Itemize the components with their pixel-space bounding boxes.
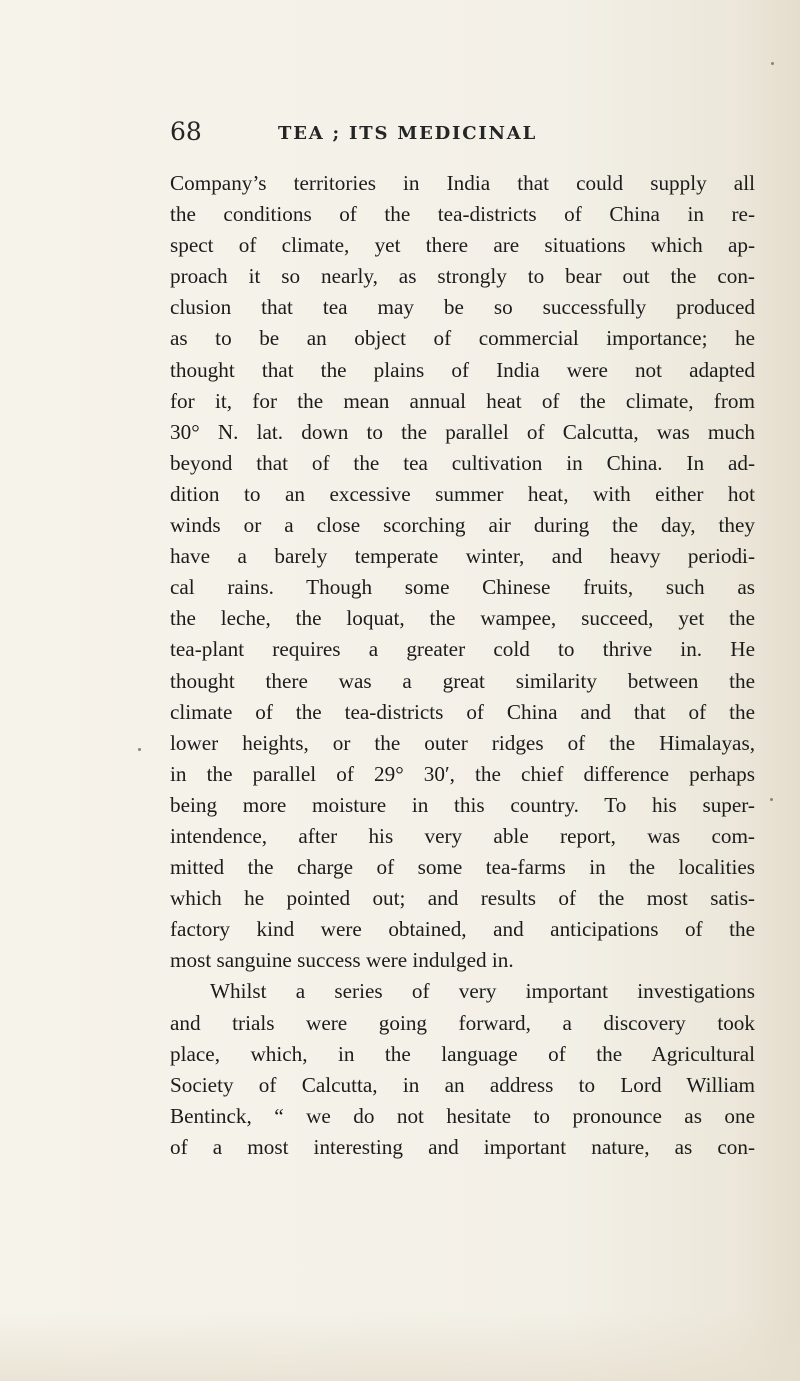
text-line: cal rains. Though some Chinese fruits, such as	[170, 575, 755, 600]
text-line: winds or a close scorching air during the day, they	[170, 513, 755, 538]
text-line: the leche, the loquat, the wampee, succeed, yet the	[170, 606, 755, 631]
text-line: factory kind were obtained, and anticipations of the	[170, 917, 755, 942]
text-line: being more moisture in this country. To his super-	[170, 792, 755, 817]
body-text	[170, 168, 755, 1163]
text-line: as to be an object of commercial importance; he	[170, 326, 755, 351]
paragraph-first-line: Whilst a series of very important investigations	[210, 979, 755, 1004]
text-line: Society of Calcutta, in an address to Lord William	[170, 1072, 755, 1097]
text-line: intendence, after his very able report, was com-	[170, 823, 755, 848]
running-title: TEA ; ITS MEDICINAL	[278, 123, 538, 144]
text-line: 30° N. lat. down to the parallel of Calcutta, was much	[170, 419, 755, 444]
text-line: which he pointed out; and results of the most satis-	[170, 886, 755, 911]
paper-speck	[771, 62, 774, 65]
text-line: Bentinck, “ we do not hesitate to pronounce as one	[170, 1103, 755, 1128]
text-line: have a barely temperate winter, and heavy periodi-	[170, 544, 755, 569]
text-line: in the parallel of 29° 30′, the chief difference perhaps	[170, 761, 755, 786]
paper-speck	[138, 748, 141, 751]
text-line: the conditions of the tea-districts of China in re-	[170, 202, 755, 227]
text-line: climate of the tea-districts of China and that of the	[170, 699, 755, 724]
text-line: beyond that of the tea cultivation in China. In ad-	[170, 450, 755, 475]
text-line: thought that the plains of India were not adapted	[170, 357, 755, 382]
text-line: dition to an excessive summer heat, with either hot	[170, 481, 755, 506]
page-header	[170, 118, 760, 148]
text-line: lower heights, or the outer ridges of the Himalayas,	[170, 730, 755, 755]
text-line: spect of climate, yet there are situations which ap-	[170, 233, 755, 258]
text-line: proach it so nearly, as strongly to bear out the con-	[170, 264, 755, 289]
page-bottom-shading	[0, 1311, 800, 1381]
text-line: mitted the charge of some tea-farms in the localities	[170, 855, 755, 880]
text-line: tea-plant requires a greater cold to thrive in. He	[170, 637, 755, 662]
text-line: place, which, in the language of the Agricultural	[170, 1041, 755, 1066]
text-line: most sanguine success were indulged in.	[170, 948, 514, 973]
paper-speck	[770, 798, 773, 801]
text-line: clusion that tea may be so successfully produced	[170, 295, 755, 320]
text-line: for it, for the mean annual heat of the climate, from	[170, 388, 755, 413]
page-number: 68	[170, 117, 202, 146]
text-line: and trials were going forward, a discovery took	[170, 1010, 755, 1035]
text-line: of a most interesting and important nature, as con-	[170, 1134, 755, 1159]
text-line: thought there was a great similarity between the	[170, 668, 755, 693]
text-line: Company’s territories in India that could supply all	[170, 171, 755, 195]
